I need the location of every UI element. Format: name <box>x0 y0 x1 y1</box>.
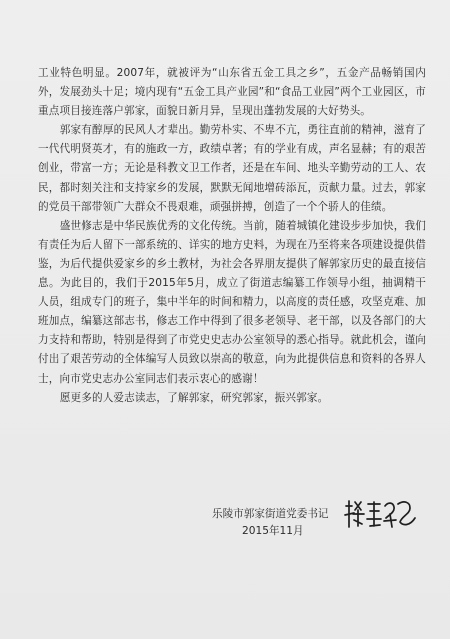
signature-date: 2015年11月 <box>242 525 304 537</box>
document-body <box>38 64 426 408</box>
signature-block <box>212 506 329 540</box>
signature-title: 乐陵市郭家街道党委书记 <box>212 508 329 520</box>
paragraph-people: 郭家有醇厚的民风人才辈出。勤劳朴实、不卑不亢，勇往直前的精神，滋育了一代代明贤英才，有的施政一方，政绩卓著；有的学业有成，声名显赫；有的艰苦创业，带富一方；无论是科教文卫工作者，还是在车间、地头辛勤劳动的工人、农民，都时刻关注和支持家乡的发展，默默无闻地增砖添瓦，贡献力量。过去，郭家的党员干部带领广大群众不畏艰难，顽强拼搏，创造了一个个骄人的佳绩。 <box>38 124 426 213</box>
paragraph-industry: 工业特色明显。2007年，就被评为“山东省五金工具之乡”，五金产品畅销国内外，发展劲头十足；境内现有“五金工具产业园”和“食品工业园”两个工业园区，市重点项目接连落户郭家，面貌日新月异，呈现出蓬勃发展的大好势头。 <box>38 67 426 118</box>
paragraph-chronicle: 盛世修志是中华民族优秀的文化传统。当前，随着城镇化建设步步加快，我们有责任为后人留下一部系统的、详实的地方史料，为现在乃至将来各项建设提供借鉴，为后代提供爱家乡的乡土教材，为社会各界朋友提供了解郭家历史的最直接信息。为此目的，我们于2015年5月，成立了街道志编纂工作领导小组，抽调精干人员，组成专门的班子，集中半年的时间和精力，以高度的责任感，攻坚克难、加班加点，编纂这部志书，修志工作中得到了很多老领导、老干部，以及各部门的大力支持和帮助，特别是得到了市党史史志办公室领导的悉心指导。就此机会，谨向付出了艰苦劳动的全体编写人员致以崇高的敬意，向为此提供信息和资料的各界人士，向市党史志办公室同志们表示衷心的感谢！ <box>38 219 426 385</box>
handwritten-signature <box>340 496 418 532</box>
paragraph-closing: 愿更多的人爱志读志，了解郭家，研究郭家，振兴郭家。 <box>59 391 329 404</box>
